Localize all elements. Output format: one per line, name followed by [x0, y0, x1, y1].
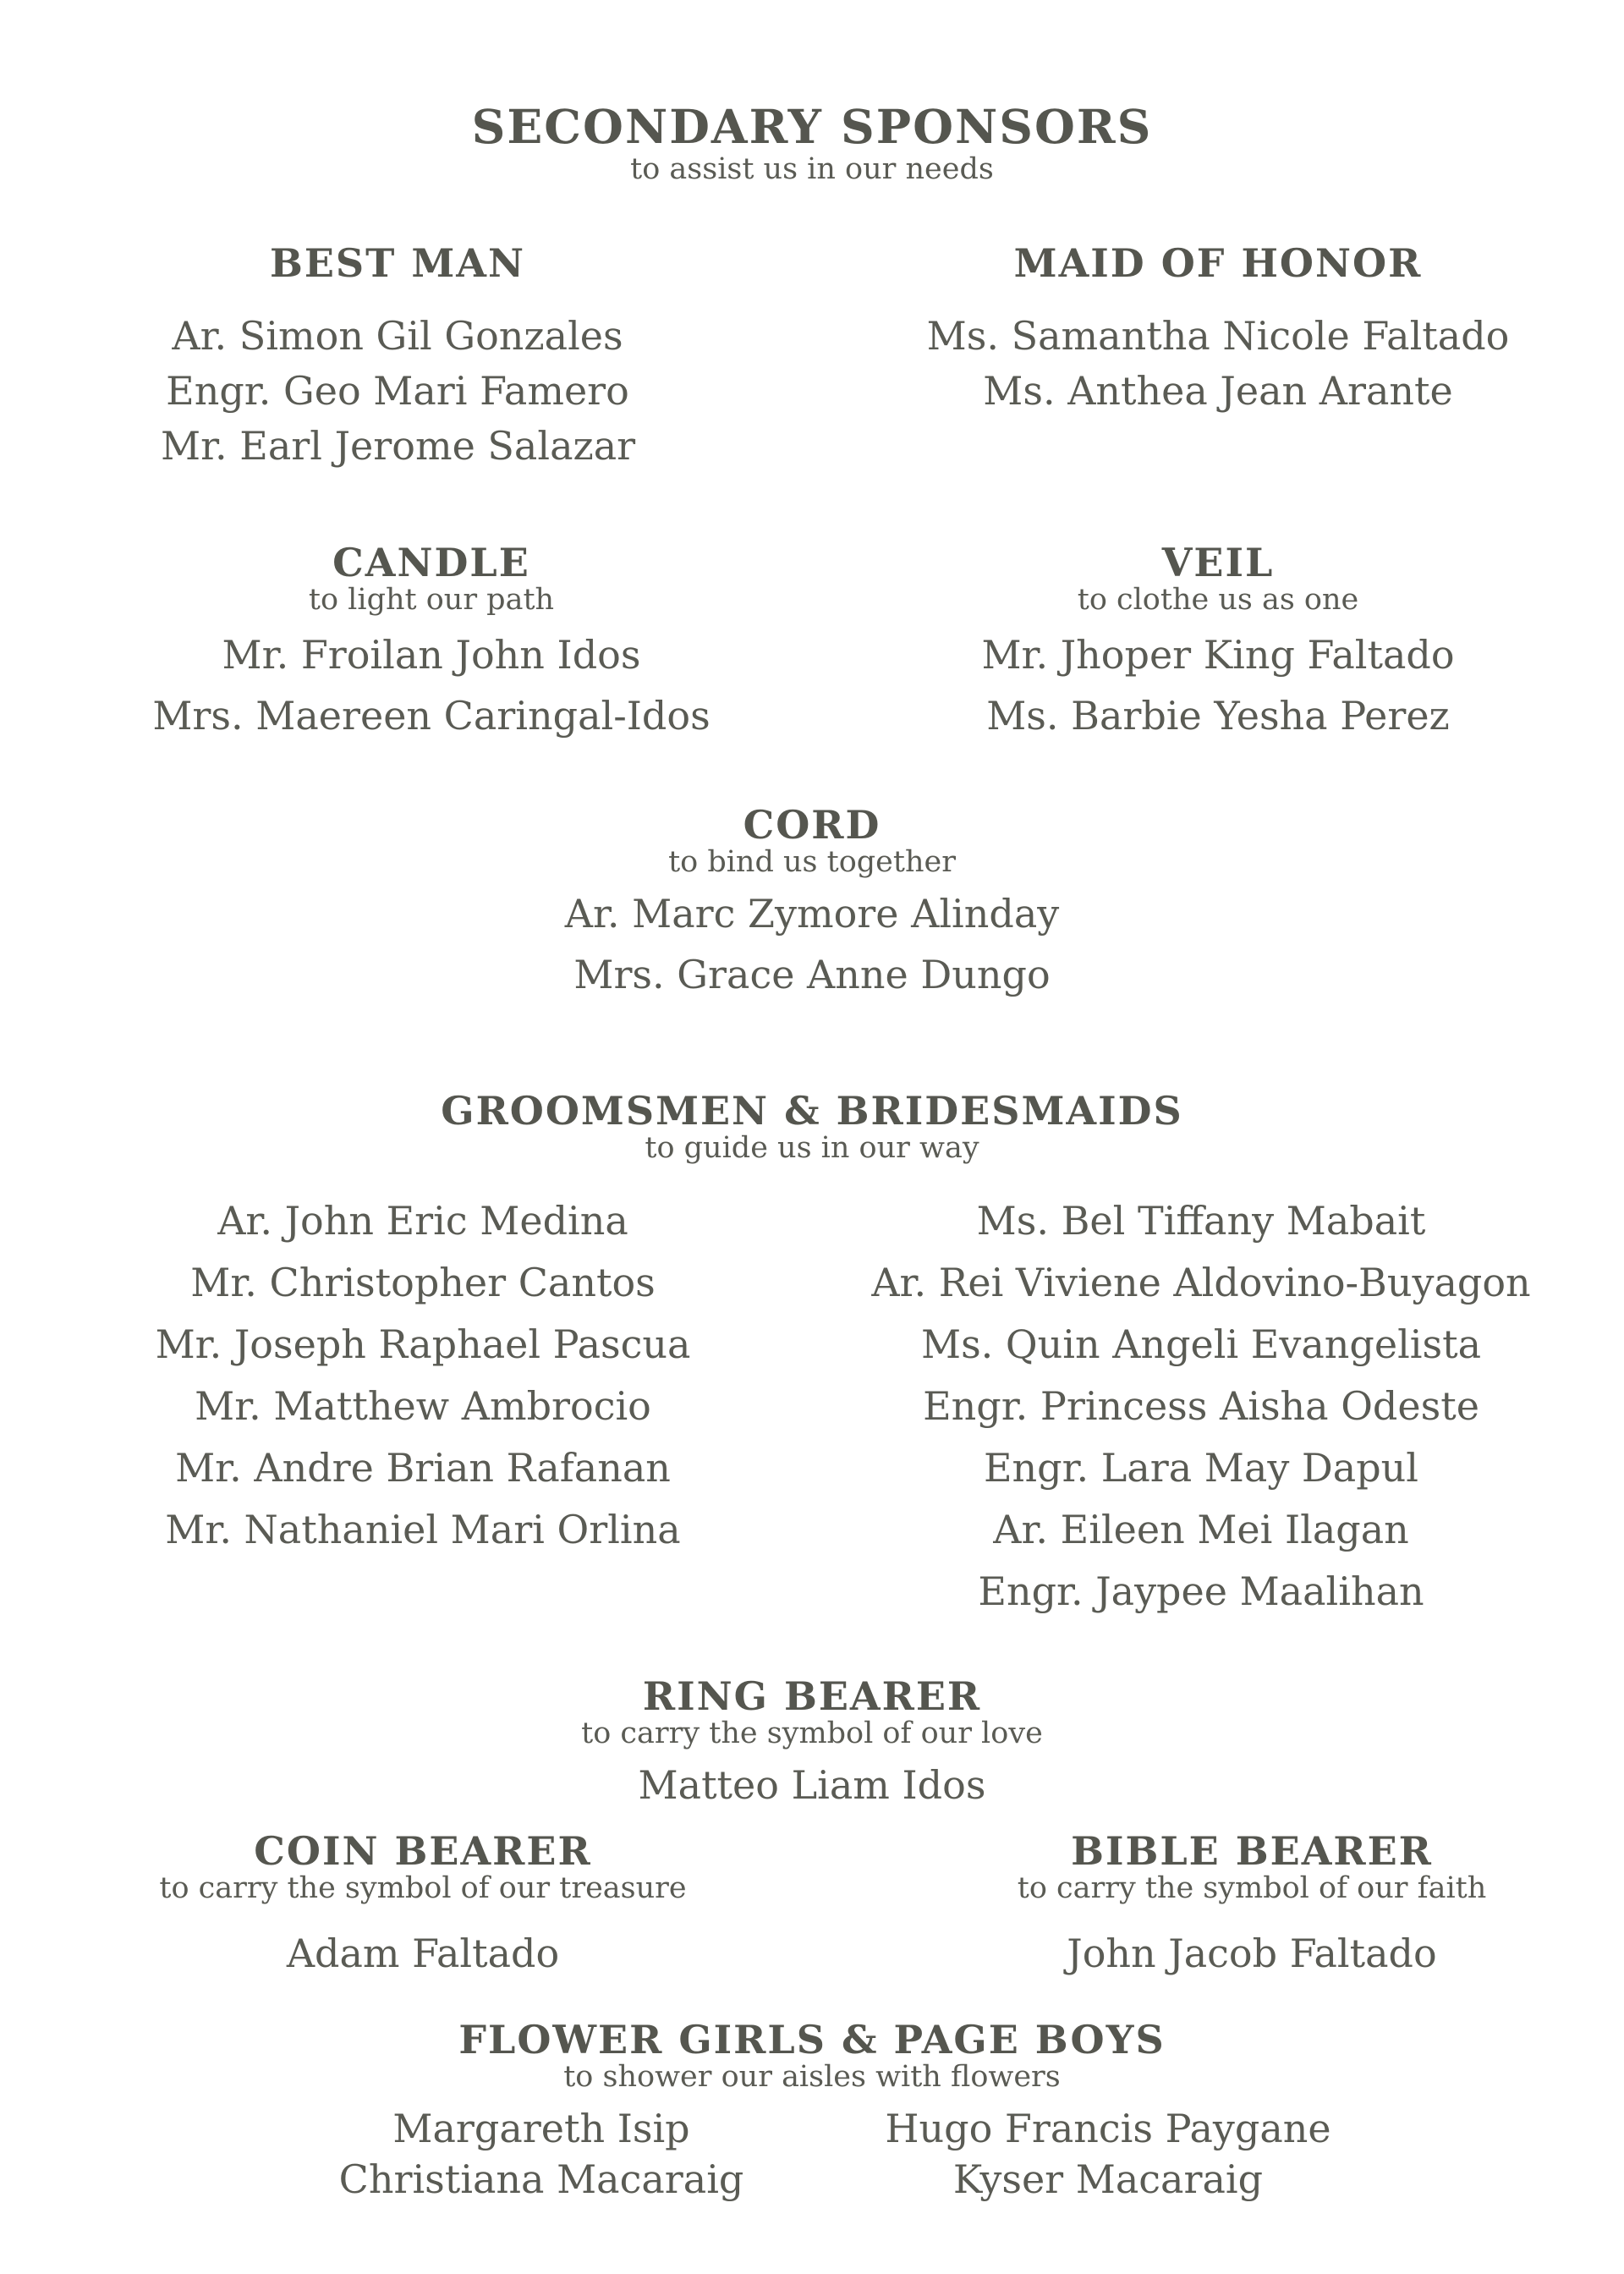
ring-bearer-name: Matteo Liam Idos — [638, 1762, 986, 1808]
sponsor-name: Engr. Geo Mari Famero — [166, 368, 629, 414]
coin-bearer-name: Adam Faltado — [286, 1931, 560, 1976]
flower-girl-name: Christiana Macaraig — [338, 2156, 744, 2202]
page-boys-list — [846, 2106, 1370, 2211]
name-list — [897, 632, 1539, 757]
sponsor-name: Ms. Samantha Nicole Faltado — [926, 313, 1510, 359]
sponsor-name: Ar. Simon Gil Gonzales — [172, 313, 623, 359]
sponsor-name: Ar. Marc Zymore Alinday — [564, 891, 1060, 937]
bridesmaid-name: Ar. Eileen Mei Ilagan — [993, 1507, 1409, 1552]
groomsman-name: Mr. Joseph Raphael Pascua — [155, 1321, 691, 1367]
veil-section — [897, 540, 1539, 757]
groomsman-name: Ar. John Eric Medina — [217, 1198, 628, 1244]
section-subtitle: to guide us in our way — [645, 1131, 979, 1165]
section-title: MAID OF HONOR — [1013, 240, 1423, 286]
page-title: SECONDARY SPONSORS — [471, 99, 1153, 154]
groomsman-name: Mr. Nathaniel Mari Orlina — [165, 1507, 681, 1552]
section-title: COIN BEARER — [254, 1828, 592, 1874]
groomsman-name: Mr. Christopher Cantos — [190, 1260, 656, 1305]
maid-of-honor-section — [897, 240, 1539, 426]
flower-girl-name: Margareth Isip — [392, 2106, 690, 2151]
bridesmaid-name: Ar. Rei Viviene Aldovino-Buyagon — [871, 1260, 1531, 1305]
name-list — [0, 891, 1624, 1016]
section-title: GROOMSMEN & BRIDESMAIDS — [441, 1088, 1183, 1134]
sponsor-name: Mrs. Maereen Caringal-Idos — [152, 693, 710, 739]
groomsman-name: Mr. Andre Brian Rafanan — [175, 1445, 671, 1491]
bridesmaid-name: Ms. Bel Tiffany Mabait — [976, 1198, 1426, 1244]
section-subtitle: to light our path — [308, 583, 555, 617]
bible-bearer-name: John Jacob Faltado — [1067, 1931, 1437, 1976]
section-subtitle: to carry the symbol of our faith — [1017, 1871, 1487, 1905]
flower-girls-header — [0, 2017, 1624, 2094]
bridesmaid-name: Ms. Quin Angeli Evangelista — [920, 1321, 1482, 1367]
groomsman-name: Mr. Matthew Ambrocio — [195, 1383, 651, 1429]
section-title: BEST MAN — [269, 240, 526, 286]
name-list — [897, 313, 1539, 426]
name-list — [127, 632, 736, 757]
section-subtitle: to shower our aisles with flowers — [563, 2060, 1061, 2094]
section-subtitle: to bind us together — [668, 845, 956, 879]
sponsor-name: Ms. Barbie Yesha Perez — [986, 693, 1450, 739]
section-title: FLOWER GIRLS & PAGE BOYS — [458, 2017, 1166, 2063]
section-subtitle: to clothe us as one — [1077, 583, 1359, 617]
secondary-sponsors-header — [0, 99, 1624, 186]
bridesmaids-list — [854, 1198, 1548, 1634]
cord-section — [0, 802, 1624, 1016]
bridesmaid-name: Engr. Jaypee Maalihan — [978, 1568, 1424, 1614]
page-subtitle: to assist us in our needs — [630, 152, 994, 186]
name-list — [161, 313, 636, 481]
bridesmaid-name: Engr. Lara May Dapul — [983, 1445, 1419, 1491]
sponsor-name: Mrs. Grace Anne Dungo — [573, 952, 1051, 997]
flower-girls-list — [279, 2106, 804, 2211]
section-title: VEIL — [1161, 540, 1275, 585]
bible-bearer-section — [956, 1828, 1548, 1976]
entourage-header — [0, 1088, 1624, 1165]
section-title: CORD — [743, 802, 881, 848]
coin-bearer-section — [127, 1828, 719, 1976]
section-title: RING BEARER — [642, 1673, 982, 1719]
groomsmen-list — [127, 1198, 719, 1572]
bridesmaid-name: Engr. Princess Aisha Odeste — [923, 1383, 1479, 1429]
sponsor-name: Mr. Earl Jerome Salazar — [161, 423, 636, 469]
sponsor-name: Mr. Froilan John Idos — [222, 632, 641, 678]
page-boy-name: Hugo Francis Paygane — [885, 2106, 1331, 2151]
best-man-section — [161, 240, 636, 481]
page-boy-name: Kyser Macaraig — [952, 2156, 1264, 2202]
section-title: BIBLE BEARER — [1071, 1828, 1433, 1874]
ring-bearer-section — [0, 1673, 1624, 1808]
sponsor-name: Ms. Anthea Jean Arante — [983, 368, 1453, 414]
candle-section — [127, 540, 736, 757]
section-subtitle: to carry the symbol of our treasure — [159, 1871, 687, 1905]
section-title: CANDLE — [332, 540, 530, 585]
sponsor-name: Mr. Jhoper King Faltado — [981, 632, 1455, 678]
section-subtitle: to carry the symbol of our love — [581, 1716, 1043, 1750]
